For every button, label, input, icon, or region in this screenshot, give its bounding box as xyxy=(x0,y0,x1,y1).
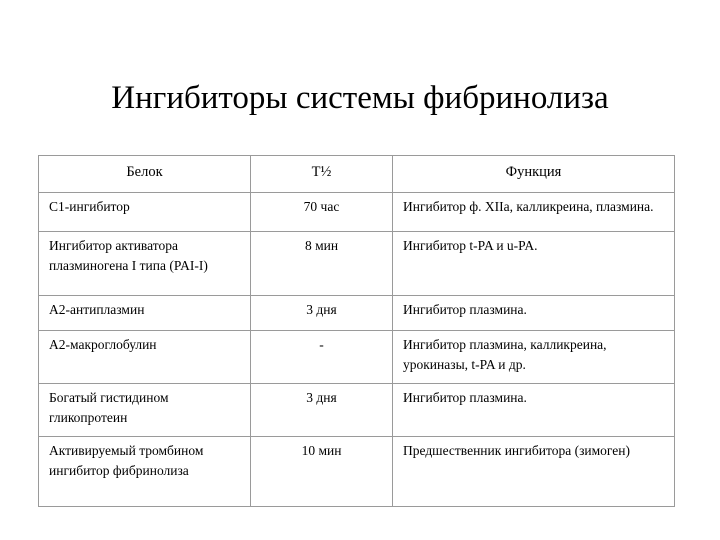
cell-protein: С1-ингибитор xyxy=(39,193,251,232)
table-row xyxy=(39,232,675,296)
table-row xyxy=(39,384,675,437)
cell-protein: A2-антиплазмин xyxy=(39,296,251,331)
cell-function: Ингибитор t-PA и u-PA. xyxy=(393,232,675,296)
cell-function: Предшественник ингибитора (зимоген) xyxy=(393,437,675,507)
cell-half-life: 3 дня xyxy=(251,296,393,331)
table-row xyxy=(39,331,675,384)
header-protein: Белок xyxy=(39,156,251,193)
cell-half-life: - xyxy=(251,331,393,384)
header-half-life: T½ xyxy=(251,156,393,193)
cell-function: Ингибитор плазмина, калликреина, урокиназы, t-PA и др. xyxy=(393,331,675,384)
cell-function: Ингибитор плазмина. xyxy=(393,296,675,331)
cell-function: Ингибитор ф. XIIa, калликреина, плазмина. xyxy=(393,193,675,232)
table-row xyxy=(39,193,675,232)
slide-title: Ингибиторы системы фибринолиза xyxy=(111,80,609,116)
cell-protein: Активируемый тромбином ингибитор фибринолиза xyxy=(39,437,251,507)
cell-half-life: 8 мин xyxy=(251,232,393,296)
cell-protein: Богатый гистидином гликопротеин xyxy=(39,384,251,437)
table-row xyxy=(39,296,675,331)
cell-half-life: 70 час xyxy=(251,193,393,232)
cell-protein: Ингибитор активатора плазминогена I типа (PAI-I) xyxy=(39,232,251,296)
table-row xyxy=(39,437,675,507)
table-header-row xyxy=(39,156,675,193)
cell-half-life: 3 дня xyxy=(251,384,393,437)
cell-function: Ингибитор плазмина. xyxy=(393,384,675,437)
cell-protein: A2-макроглобулин xyxy=(39,331,251,384)
fibrinolysis-inhibitors-table xyxy=(38,155,675,507)
cell-half-life: 10 мин xyxy=(251,437,393,507)
header-function: Функция xyxy=(393,156,675,193)
